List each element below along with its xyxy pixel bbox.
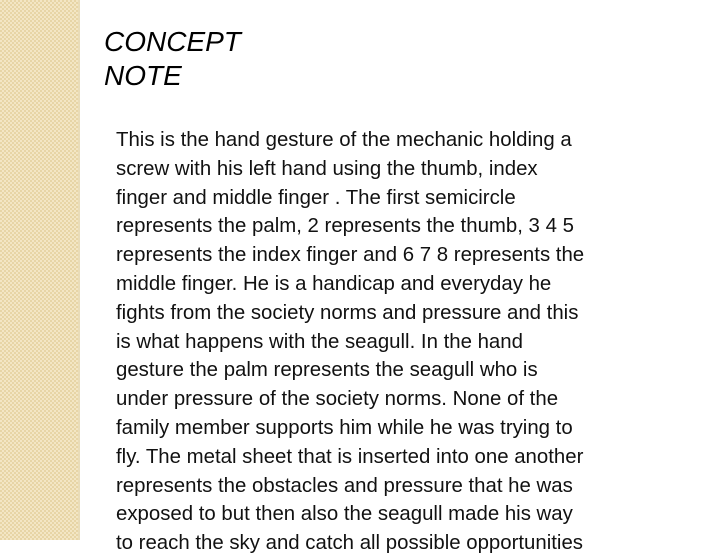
- paragraph-line: fights from the society norms and pressure and this: [116, 301, 579, 324]
- paragraph-line: to reach the sky and catch all possible opportunities: [116, 532, 583, 555]
- paragraph-line: family member supports him while he was trying to: [116, 416, 573, 439]
- paragraph-line: fly. The metal sheet that is inserted into one another: [116, 445, 584, 468]
- concept-note-paragraph: [116, 126, 676, 558]
- paragraph-line: represents the index finger and 6 7 8 represents the: [116, 244, 585, 267]
- paragraph-line: finger and middle finger . The first semicircle: [116, 186, 516, 209]
- slide-title-line-1: CONCEPT: [104, 26, 241, 57]
- paragraph-line: represents the palm, 2 represents the thumb, 3 4 5: [116, 215, 574, 238]
- slide-title: [104, 25, 241, 93]
- decorative-side-strip: [0, 0, 78, 540]
- slide-title-line-2: NOTE: [104, 60, 182, 91]
- paragraph-line: is what happens with the seagull. In the hand: [116, 330, 523, 353]
- paragraph-line: screw with his left hand using the thumb, index: [116, 157, 538, 180]
- paragraph-line: represents the obstacles and pressure that he was: [116, 474, 573, 497]
- paragraph-line: gesture the palm represents the seagull who is: [116, 359, 538, 382]
- paragraph-line: middle finger. He is a handicap and everyday he: [116, 272, 552, 295]
- side-divider: [78, 0, 80, 540]
- paragraph-line: exposed to but then also the seagull made his way: [116, 503, 573, 526]
- paragraph-line: under pressure of the society norms. None of the: [116, 388, 559, 411]
- paragraph-line: This is the hand gesture of the mechanic holding a: [116, 129, 572, 151]
